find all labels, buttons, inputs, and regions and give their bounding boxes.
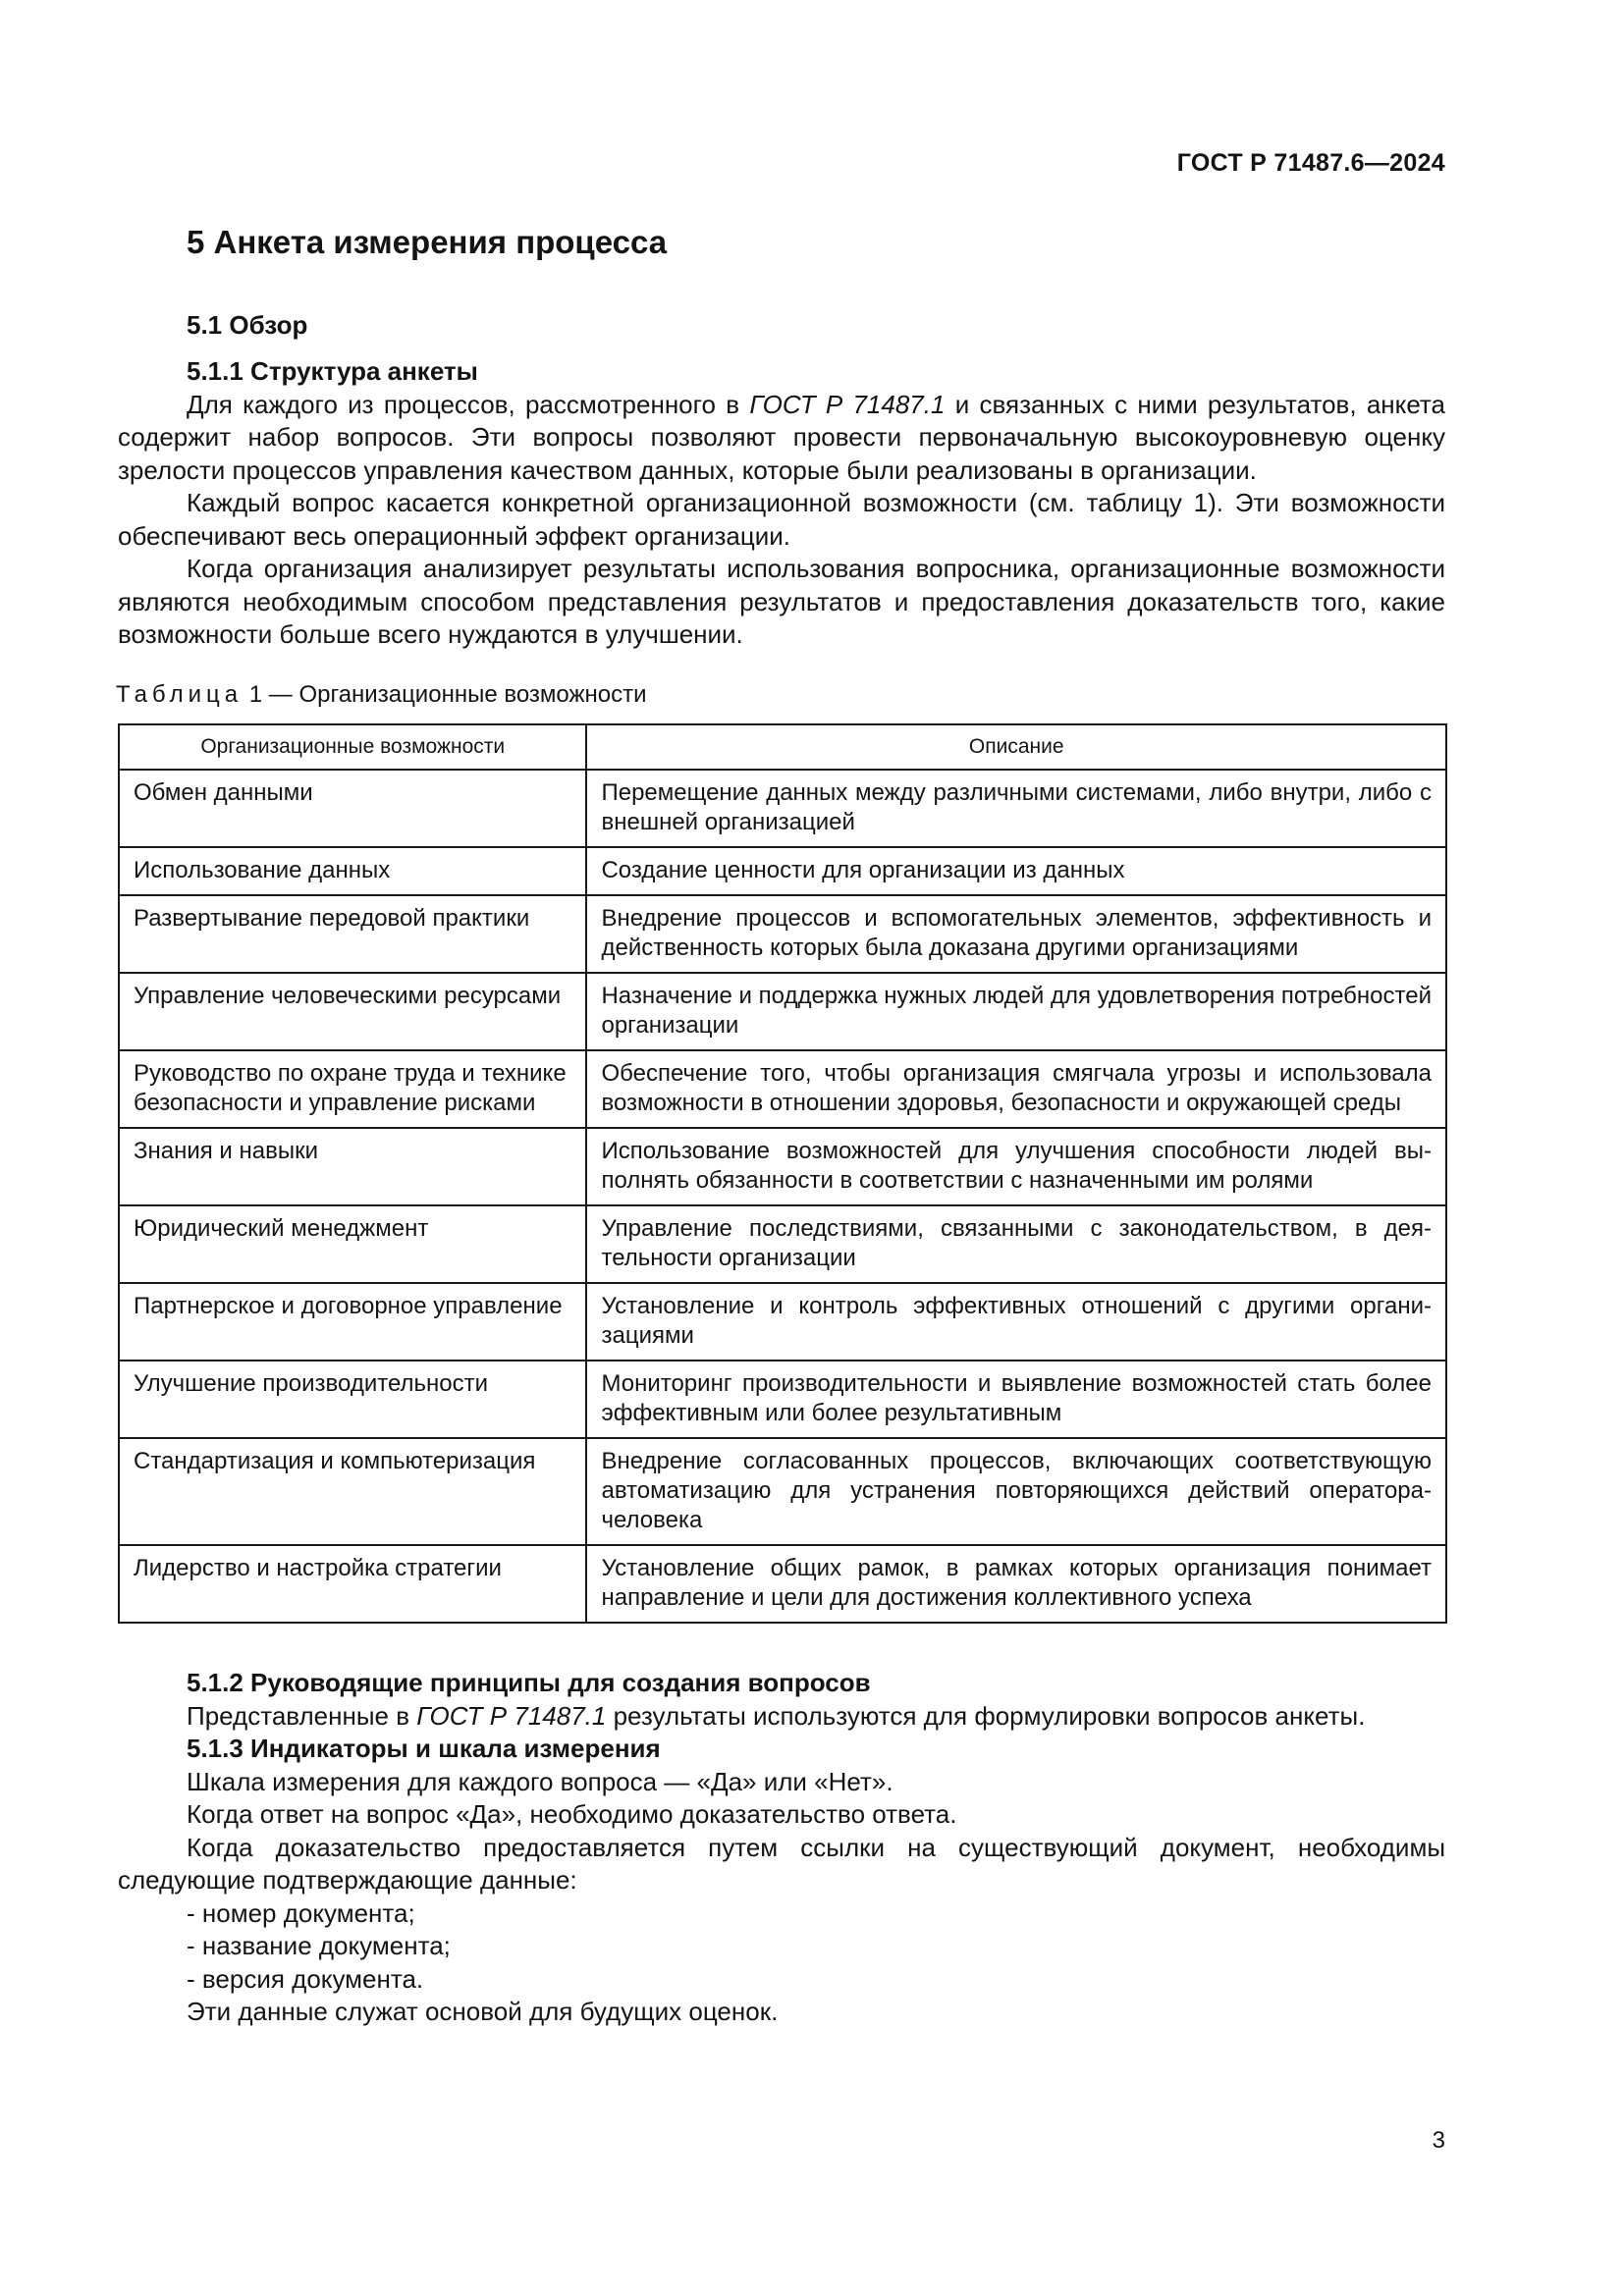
list-item: - номер документа;: [187, 1897, 415, 1928]
table-row: [119, 770, 1446, 847]
capabilities-table: [118, 723, 1447, 1624]
paragraph: Эти данные служат основой для будущих оценок.: [187, 1997, 779, 2026]
table-row: [119, 1283, 1446, 1361]
capability-cell: Руководство по охране труда и технике безопасности и управление рисками: [119, 1050, 586, 1128]
table-caption: [116, 681, 647, 709]
page-number: 3: [1432, 2127, 1445, 2154]
text: результаты используются для формулировки вопросов анкеты.: [606, 1700, 1366, 1731]
section-5-1-2-and-5-1-3: [118, 1667, 1445, 2029]
caption-text: 1 — Организационные возможности: [243, 681, 647, 708]
description-cell: Мониторинг производительности и выявление возможностей стать более эффективным или более результативным: [586, 1361, 1446, 1438]
paragraph: [118, 389, 1445, 488]
description-cell: Перемещение данных между различными системами, либо внутри, либо с внешней организацией: [586, 770, 1446, 847]
table-row: [119, 1545, 1446, 1623]
table-row: [119, 1128, 1446, 1205]
capability-cell: Использование данных: [119, 847, 586, 895]
description-cell: Создание ценности для организации из данных: [586, 847, 1446, 895]
text: и связанных с ними результатов, анкета содержит набор вопросов. Эти вопросы позволяют провести первоначальную высокоуровневую оценку зрелости процессов управления качеством данных, которые были реализованы в организации.: [118, 389, 1445, 485]
list-item: - версия документа.: [187, 1963, 424, 1994]
description-cell: Обеспечение того, чтобы организация смягчала угрозы и использовала возможности в отношении здоровья, безопасности и окружающей среды: [586, 1050, 1446, 1128]
column-header: Организационные возможности: [119, 724, 586, 770]
table-row: [119, 847, 1446, 895]
description-cell: Установление и контроль эффективных отношений с другими организациями: [586, 1283, 1446, 1361]
paragraph: Когда организация анализирует результаты использования вопросника, организационные возможности являются необходимым способом представления результатов и предоставления доказательств того, какие возможности больше всего нуждаются в улучшении.: [118, 554, 1445, 649]
list-item: - название документа;: [187, 1931, 451, 1960]
table-row: [119, 1205, 1446, 1283]
paragraph: Каждый вопрос касается конкретной организационной возможности (см. таблицу 1). Эти возможности обеспечивают весь операционный эффект организации.: [118, 488, 1445, 551]
caption-label: Таблица: [116, 681, 244, 708]
capability-cell: Развертывание передовой практики: [119, 895, 586, 973]
column-header: Описание: [586, 724, 1446, 770]
paragraph: Когда ответ на вопрос «Да», необходимо доказательство ответа.: [187, 1799, 957, 1829]
standard-reference: ГОСТ Р 71487.1: [749, 389, 946, 419]
table-row: [119, 1050, 1446, 1128]
description-cell: Назначение и поддержка нужных людей для удовлетворения потребностей организации: [586, 973, 1446, 1050]
description-cell: Управление последствиями, связанными с законодательством, в деятельности организации: [586, 1205, 1446, 1283]
capability-cell: Лидерство и настройка стратегии: [119, 1545, 586, 1623]
table-header-row: [119, 724, 1446, 770]
capability-cell: Стандартизация и компьютеризация: [119, 1438, 586, 1545]
standard-reference: ГОСТ Р 71487.1: [416, 1700, 607, 1731]
heading-5-1-1: 5.1.1 Структура анкеты: [187, 356, 478, 386]
capability-cell: Обмен данными: [119, 770, 586, 847]
capability-cell: Управление человеческими ресурсами: [119, 973, 586, 1050]
text: Для каждого из процессов, рассмотренного в: [187, 389, 750, 419]
capability-cell: Партнерское и договорное управление: [119, 1283, 586, 1361]
paragraph: Когда доказательство предоставляется путем ссылки на существующий документ, необходимы следующие подтверждающие данные:: [118, 1832, 1445, 1895]
description-cell: Внедрение процессов и вспомогательных элементов, эффективность и действенность которых была доказана другими организациями: [586, 895, 1446, 973]
section-5-1-1: [118, 355, 1445, 652]
paragraph: Шкала измерения для каждого вопроса — «Да» или «Нет».: [187, 1766, 893, 1796]
description-cell: Внедрение согласованных процессов, включающих соответствующую автоматизацию для устранения повторяющихся действий оператора-человека: [586, 1438, 1446, 1545]
table-row: [119, 973, 1446, 1050]
standard-code: ГОСТ Р 71487.6—2024: [1176, 149, 1445, 177]
heading-5-1-3: 5.1.3 Индикаторы и шкала измерения: [187, 1734, 661, 1763]
capability-cell: Знания и навыки: [119, 1128, 586, 1205]
table-row: [119, 895, 1446, 973]
section-title: 5 Анкета измерения процесса: [187, 224, 668, 260]
table-row: [119, 1438, 1446, 1545]
subsection-title: 5.1 Обзор: [187, 310, 308, 340]
text: Представленные в: [187, 1700, 417, 1731]
paragraph: [118, 1700, 1445, 1734]
description-cell: Использование возможностей для улучшения способности людей выполнять обязанности в соответствии с назначенными им ролями: [586, 1128, 1446, 1205]
capability-cell: Улучшение производительности: [119, 1361, 586, 1438]
heading-5-1-2: 5.1.2 Руководящие принципы для создания вопросов: [187, 1668, 871, 1697]
capability-cell: Юридический менеджмент: [119, 1205, 586, 1283]
table-row: [119, 1361, 1446, 1438]
description-cell: Установление общих рамок, в рамках которых организация понимает направление и цели для достижения коллективного успеха: [586, 1545, 1446, 1623]
